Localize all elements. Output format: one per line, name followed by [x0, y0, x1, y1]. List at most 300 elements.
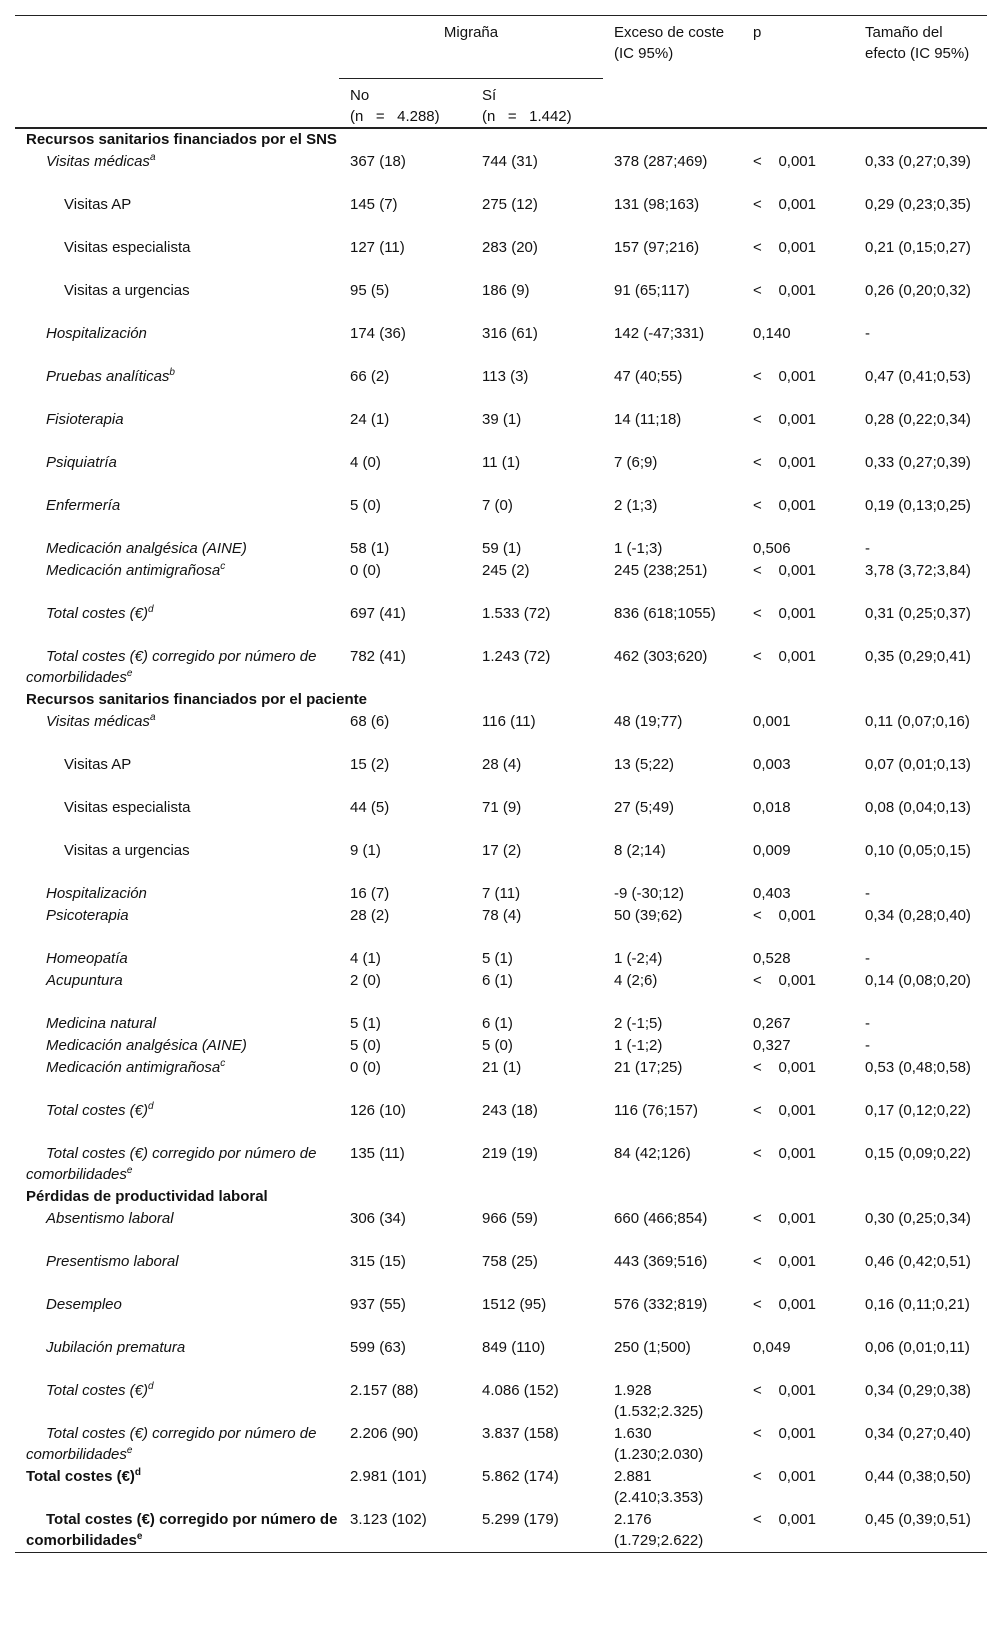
cell-excess: 1 (-2;4): [614, 950, 663, 967]
cell-effect: 0,16 (0,11;0,21): [865, 1296, 970, 1313]
header-effect: Tamaño del efecto (IC 95%): [865, 24, 970, 62]
cell-excess: 1 (-1;2): [614, 1037, 663, 1054]
table-row: [15, 1208, 987, 1251]
cell-p: < 0,001: [753, 1145, 816, 1162]
table-row: [15, 603, 987, 646]
cell-no: 5 (0): [350, 497, 381, 514]
row-label-text: Medicina natural: [46, 1015, 157, 1032]
footnote-marker: d: [134, 1467, 142, 1478]
cell-no: 127 (11): [350, 239, 405, 256]
row-label: [15, 646, 339, 689]
table-row: [15, 754, 987, 797]
section-row: [15, 128, 987, 151]
cell-yes: 966 (59): [482, 1210, 538, 1227]
cell-excess: 7 (6;9): [614, 454, 658, 471]
cell-no: 306 (34): [350, 1210, 406, 1227]
cell-yes: 71 (9): [482, 799, 522, 816]
cell-p: 0,049: [753, 1339, 791, 1356]
cell-effect: 0,11 (0,07;0,16): [865, 713, 970, 730]
row-label: [15, 840, 339, 883]
cell-effect: 3,78 (3,72;3,84): [865, 562, 971, 579]
footnote-marker: a: [149, 712, 156, 723]
cell-effect: 0,44 (0,38;0,50): [865, 1468, 971, 1485]
cell-excess: 378 (287;469): [614, 153, 708, 170]
table-row: [15, 1509, 987, 1553]
row-label-text: Visitas médicas: [46, 713, 150, 730]
cell-excess: 13 (5;22): [614, 756, 675, 773]
row-label-text: Medicación analgésica (AINE): [46, 540, 247, 557]
footnote-marker: e: [126, 1445, 133, 1456]
row-label-text: Total costes (€): [46, 605, 148, 622]
cell-no: 95 (5): [350, 282, 390, 299]
cell-no: 2 (0): [350, 972, 381, 989]
cell-effect: 0,15 (0,09;0,22): [865, 1145, 971, 1162]
cell-effect: 0,35 (0,29;0,41): [865, 648, 971, 665]
header-yes: [471, 79, 603, 129]
cell-effect: -: [865, 540, 871, 557]
row-label-text: Medicación antimigrañosa: [46, 1059, 221, 1076]
table-row: [15, 237, 987, 280]
section-row: [15, 689, 987, 711]
cell-excess: 48 (19;77): [614, 713, 683, 730]
cell-effect: 0,07 (0,01;0,13): [865, 756, 971, 773]
row-label: [15, 1423, 339, 1466]
section-title: Recursos sanitarios financiados por el SNS: [26, 131, 337, 148]
row-label: [15, 883, 339, 905]
table-row: [15, 409, 987, 452]
cell-effect: 0,17 (0,12;0,22): [865, 1102, 971, 1119]
cell-yes: 4.086 (152): [482, 1382, 559, 1399]
row-label: [15, 1294, 339, 1337]
cell-yes: 243 (18): [482, 1102, 538, 1119]
cell-excess: 4 (2;6): [614, 972, 658, 989]
cell-no: 126 (10): [350, 1102, 406, 1119]
cell-effect: -: [865, 885, 871, 902]
cell-no: 367 (18): [350, 153, 406, 170]
row-label-text: Hospitalización: [46, 885, 147, 902]
row-label-text: Absentismo laboral: [46, 1210, 174, 1227]
row-label: [15, 711, 339, 754]
cell-effect: 0,53 (0,48;0,58): [865, 1059, 971, 1076]
table-row: [15, 1380, 987, 1423]
row-label-text: Fisioterapia: [46, 411, 124, 428]
cell-excess: 1.630 (1.230;2.030): [614, 1425, 704, 1463]
cell-no: 68 (6): [350, 713, 390, 730]
cell-excess: 245 (238;251): [614, 562, 708, 579]
cell-yes: 113 (3): [482, 368, 529, 385]
row-label-text: Acupuntura: [46, 972, 123, 989]
table-row: [15, 151, 987, 194]
row-label-text: Homeopatía: [46, 950, 128, 967]
cell-p: < 0,001: [753, 1059, 816, 1076]
cell-yes: 758 (25): [482, 1253, 538, 1270]
cell-excess: 47 (40;55): [614, 368, 683, 385]
cell-no: 0 (0): [350, 562, 381, 579]
cell-p: 0,403: [753, 885, 791, 902]
row-label-text: Medicación analgésica (AINE): [46, 1037, 247, 1054]
cell-p: < 0,001: [753, 239, 816, 256]
cell-yes: 316 (61): [482, 325, 538, 342]
table-row: [15, 1337, 987, 1380]
row-label: [15, 323, 339, 366]
cell-yes: 59 (1): [482, 540, 522, 557]
row-label: [15, 603, 339, 646]
cell-no: 4 (1): [350, 950, 381, 967]
section-row: [15, 1186, 987, 1208]
row-label-text: Total costes (€) corregido por número de comorbilidades: [26, 648, 317, 686]
table-row: [15, 1294, 987, 1337]
row-label-text: Presentismo laboral: [46, 1253, 179, 1270]
cell-excess: 131 (98;163): [614, 196, 700, 213]
cell-effect: 0,45 (0,39;0,51): [865, 1511, 971, 1528]
cell-p: 0,001: [753, 713, 791, 730]
cell-p: < 0,001: [753, 368, 816, 385]
row-label-text: Visitas a urgencias: [64, 842, 190, 859]
cell-p: < 0,001: [753, 196, 816, 213]
cell-p: 0,003: [753, 756, 791, 773]
table-row: [15, 560, 987, 603]
table-row: [15, 646, 987, 689]
row-label: [15, 1143, 339, 1186]
cell-effect: 0,30 (0,25;0,34): [865, 1210, 971, 1227]
table-row: [15, 538, 987, 560]
cell-no: 24 (1): [350, 411, 390, 428]
cell-effect: 0,19 (0,13;0,25): [865, 497, 971, 514]
row-label-text: Visitas especialista: [64, 239, 191, 256]
cell-yes: 1.533 (72): [482, 605, 551, 622]
cell-yes: 11 (1): [482, 454, 521, 471]
cell-effect: 0,31 (0,25;0,37): [865, 605, 971, 622]
cell-no: 58 (1): [350, 540, 390, 557]
row-label-text: Visitas especialista: [64, 799, 191, 816]
cell-p: < 0,001: [753, 648, 816, 665]
cell-effect: 0,14 (0,08;0,20): [865, 972, 971, 989]
row-label-text: Total costes (€): [26, 1468, 135, 1485]
row-label: [15, 194, 339, 237]
header-no-label: No: [350, 87, 370, 104]
cell-yes: 5 (0): [482, 1037, 513, 1054]
table-row: [15, 452, 987, 495]
row-label-text: Total costes (€) corregido por número de comorbilidades: [26, 1511, 338, 1549]
cell-excess: 2 (1;3): [614, 497, 658, 514]
row-label: [15, 1208, 339, 1251]
footnote-marker: d: [148, 604, 154, 615]
cell-p: < 0,001: [753, 282, 816, 299]
cell-no: 2.157 (88): [350, 1382, 419, 1399]
table-row: [15, 970, 987, 1013]
row-label: [15, 560, 339, 603]
row-label: [15, 495, 339, 538]
row-label-text: Desempleo: [46, 1296, 122, 1313]
header-p: p: [753, 24, 762, 41]
row-label: [15, 538, 339, 560]
cell-no: 174 (36): [350, 325, 406, 342]
cell-p: < 0,001: [753, 497, 816, 514]
row-label-text: Hospitalización: [46, 325, 147, 342]
cell-effect: -: [865, 1015, 871, 1032]
cell-effect: 0,34 (0,28;0,40): [865, 907, 971, 924]
cell-p: < 0,001: [753, 972, 816, 989]
cell-no: 3.123 (102): [350, 1511, 427, 1528]
table-row: [15, 280, 987, 323]
section-title: Recursos sanitarios financiados por el paciente: [26, 691, 367, 708]
cell-no: 2.206 (90): [350, 1425, 419, 1442]
header-excess: Exceso de coste (IC 95%): [614, 24, 725, 62]
cell-effect: 0,28 (0,22;0,34): [865, 411, 971, 428]
cell-excess: 576 (332;819): [614, 1296, 708, 1313]
row-label: [15, 280, 339, 323]
cell-effect: 0,34 (0,29;0,38): [865, 1382, 971, 1399]
row-label: [15, 237, 339, 280]
cell-yes: 186 (9): [482, 282, 530, 299]
cell-no: 697 (41): [350, 605, 406, 622]
row-label: [15, 1380, 339, 1423]
cell-effect: 0,47 (0,41;0,53): [865, 368, 971, 385]
row-label: [15, 1100, 339, 1143]
cell-no: 4 (0): [350, 454, 381, 471]
table-row: [15, 1251, 987, 1294]
row-label: [15, 151, 339, 194]
row-label-text: Psicoterapia: [46, 907, 129, 924]
row-label-text: Enfermería: [46, 497, 121, 514]
cell-yes: 21 (1): [482, 1059, 522, 1076]
table-row: [15, 711, 987, 754]
footnote-marker: e: [126, 1165, 133, 1176]
cell-yes: 283 (20): [482, 239, 538, 256]
cell-no: 2.981 (101): [350, 1468, 427, 1485]
cell-yes: 275 (12): [482, 196, 538, 213]
cell-p: < 0,001: [753, 454, 816, 471]
table-row: [15, 1143, 987, 1186]
row-label: [15, 1013, 339, 1035]
cell-yes: 6 (1): [482, 1015, 513, 1032]
cell-excess: 2.881 (2.410;3.353): [614, 1468, 704, 1506]
table-row: [15, 194, 987, 237]
row-label-text: Total costes (€): [46, 1382, 148, 1399]
row-label-text: Total costes (€) corregido por número de comorbilidades: [26, 1425, 317, 1463]
cell-yes: 39 (1): [482, 411, 522, 428]
cell-yes: 116 (11): [482, 713, 536, 730]
cell-no: 145 (7): [350, 196, 398, 213]
cell-p: < 0,001: [753, 153, 816, 170]
cell-p: 0,528: [753, 950, 791, 967]
table-row: [15, 1423, 987, 1466]
cell-yes: 6 (1): [482, 972, 513, 989]
row-label-text: Pruebas analíticas: [46, 368, 170, 385]
cell-effect: -: [865, 325, 871, 342]
cell-no: 315 (15): [350, 1253, 406, 1270]
cell-effect: 0,06 (0,01;0,11): [865, 1339, 970, 1356]
cell-p: 0,018: [753, 799, 791, 816]
cell-yes: 5.299 (179): [482, 1511, 559, 1528]
cell-yes: 5 (1): [482, 950, 513, 967]
cell-p: < 0,001: [753, 562, 816, 579]
header-migraine: Migraña: [339, 16, 603, 79]
header-no-n: (n = 4.288): [350, 108, 440, 125]
row-label: [15, 970, 339, 1013]
cell-p: < 0,001: [753, 1102, 816, 1119]
cell-yes: 1512 (95): [482, 1296, 547, 1313]
cell-p: < 0,001: [753, 411, 816, 428]
cell-excess: 91 (65;117): [614, 282, 690, 299]
cell-effect: 0,34 (0,27;0,40): [865, 1425, 971, 1442]
cell-excess: 84 (42;126): [614, 1145, 691, 1162]
cell-excess: 2 (-1;5): [614, 1015, 663, 1032]
table-row: [15, 840, 987, 883]
header-blank: [15, 16, 339, 79]
header-yes-n: (n = 1.442): [482, 108, 572, 125]
cell-excess: 8 (2;14): [614, 842, 666, 859]
footnote-marker: c: [220, 1058, 226, 1069]
cell-p: < 0,001: [753, 1253, 816, 1270]
footnote-marker: d: [148, 1381, 154, 1392]
cell-excess: 27 (5;49): [614, 799, 675, 816]
cell-p: < 0,001: [753, 605, 816, 622]
cell-p: < 0,001: [753, 907, 816, 924]
cell-yes: 7 (11): [482, 885, 521, 902]
cell-no: 135 (11): [350, 1145, 405, 1162]
cell-no: 66 (2): [350, 368, 390, 385]
cell-effect: 0,10 (0,05;0,15): [865, 842, 971, 859]
footnote-marker: a: [149, 152, 156, 163]
section-title: Pérdidas de productividad laboral: [26, 1188, 268, 1205]
cell-excess: 250 (1;500): [614, 1339, 691, 1356]
cell-yes: 245 (2): [482, 562, 530, 579]
cell-no: 15 (2): [350, 756, 390, 773]
cell-yes: 1.243 (72): [482, 648, 551, 665]
table-row: [15, 1057, 987, 1100]
row-label: [15, 905, 339, 948]
footnote-marker: c: [220, 561, 226, 572]
table-row: [15, 905, 987, 948]
cell-yes: 744 (31): [482, 153, 538, 170]
cell-effect: 0,33 (0,27;0,39): [865, 153, 971, 170]
cell-no: 44 (5): [350, 799, 390, 816]
table-row: [15, 948, 987, 970]
cell-yes: 28 (4): [482, 756, 522, 773]
row-label: [15, 1057, 339, 1100]
table-row: [15, 1466, 987, 1509]
cell-yes: 219 (19): [482, 1145, 538, 1162]
cell-no: 9 (1): [350, 842, 381, 859]
cell-p: 0,506: [753, 540, 791, 557]
row-label: [15, 1035, 339, 1057]
cell-excess: 14 (11;18): [614, 411, 682, 428]
table-row: [15, 366, 987, 409]
cell-p: < 0,001: [753, 1468, 816, 1485]
cell-effect: 0,33 (0,27;0,39): [865, 454, 971, 471]
cell-yes: 849 (110): [482, 1339, 546, 1356]
row-label: [15, 1509, 339, 1553]
row-label-text: Visitas AP: [64, 756, 132, 773]
row-label-text: Jubilación prematura: [46, 1339, 186, 1356]
cell-no: 5 (1): [350, 1015, 381, 1032]
cell-excess: 116 (76;157): [614, 1102, 698, 1119]
table-row: [15, 797, 987, 840]
row-label: [15, 452, 339, 495]
cell-effect: 0,26 (0,20;0,32): [865, 282, 971, 299]
cell-effect: -: [865, 1037, 871, 1054]
row-label-text: Visitas a urgencias: [64, 282, 190, 299]
row-label: [15, 1251, 339, 1294]
cell-p: 0,140: [753, 325, 791, 342]
row-label-text: Total costes (€): [46, 1102, 148, 1119]
cell-excess: 660 (466;854): [614, 1210, 708, 1227]
row-label-text: Medicación antimigrañosa: [46, 562, 221, 579]
footnote-marker: d: [148, 1101, 154, 1112]
footnote-marker: b: [169, 367, 175, 378]
cell-no: 599 (63): [350, 1339, 406, 1356]
cell-p: < 0,001: [753, 1382, 816, 1399]
cell-effect: -: [865, 950, 871, 967]
row-label-text: Total costes (€) corregido por número de comorbilidades: [26, 1145, 317, 1183]
cell-excess: 836 (618;1055): [614, 605, 716, 622]
cell-no: 5 (0): [350, 1037, 381, 1054]
cell-effect: 0,08 (0,04;0,13): [865, 799, 971, 816]
cell-excess: 462 (303;620): [614, 648, 708, 665]
table-row: [15, 1100, 987, 1143]
table-row: [15, 883, 987, 905]
cell-no: 28 (2): [350, 907, 390, 924]
header-yes-label: Sí: [482, 87, 497, 104]
cell-p: 0,009: [753, 842, 791, 859]
table-row: [15, 323, 987, 366]
cell-no: 16 (7): [350, 885, 390, 902]
cell-effect: 0,21 (0,15;0,27): [865, 239, 971, 256]
cell-no: 782 (41): [350, 648, 406, 665]
header-row: [15, 16, 987, 79]
header-no: [339, 79, 471, 129]
row-label: [15, 1337, 339, 1380]
cell-excess: 142 (-47;331): [614, 325, 705, 342]
cell-p: < 0,001: [753, 1511, 816, 1528]
cell-excess: 443 (369;516): [614, 1253, 708, 1270]
cell-excess: -9 (-30;12): [614, 885, 685, 902]
row-label: [15, 1466, 339, 1509]
table-row: [15, 495, 987, 538]
row-label: [15, 409, 339, 452]
cell-p: < 0,001: [753, 1210, 816, 1227]
cell-yes: 7 (0): [482, 497, 513, 514]
cell-no: 0 (0): [350, 1059, 381, 1076]
row-label-text: Visitas AP: [64, 196, 132, 213]
cell-excess: 50 (39;62): [614, 907, 683, 924]
row-label: [15, 797, 339, 840]
footnote-marker: e: [126, 668, 133, 679]
cell-yes: 5.862 (174): [482, 1468, 559, 1485]
row-label: [15, 948, 339, 970]
footnote-marker: e: [136, 1531, 143, 1542]
row-label-text: Visitas médicas: [46, 153, 150, 170]
cell-excess: 2.176 (1.729;2.622): [614, 1511, 704, 1549]
table-row: [15, 1035, 987, 1057]
cell-effect: 0,29 (0,23;0,35): [865, 196, 971, 213]
row-label: [15, 754, 339, 797]
cell-excess: 1.928 (1.532;2.325): [614, 1382, 704, 1420]
table-row: [15, 1013, 987, 1035]
cell-yes: 17 (2): [482, 842, 522, 859]
cell-excess: 1 (-1;3): [614, 540, 663, 557]
cell-p: < 0,001: [753, 1425, 816, 1442]
cell-yes: 78 (4): [482, 907, 522, 924]
row-label-text: Psiquiatría: [46, 454, 117, 471]
cost-table: [15, 15, 987, 1553]
cell-p: 0,267: [753, 1015, 791, 1032]
subheader-blank: [15, 79, 339, 129]
cell-yes: 3.837 (158): [482, 1425, 559, 1442]
cell-p: < 0,001: [753, 1296, 816, 1313]
cell-excess: 21 (17;25): [614, 1059, 683, 1076]
